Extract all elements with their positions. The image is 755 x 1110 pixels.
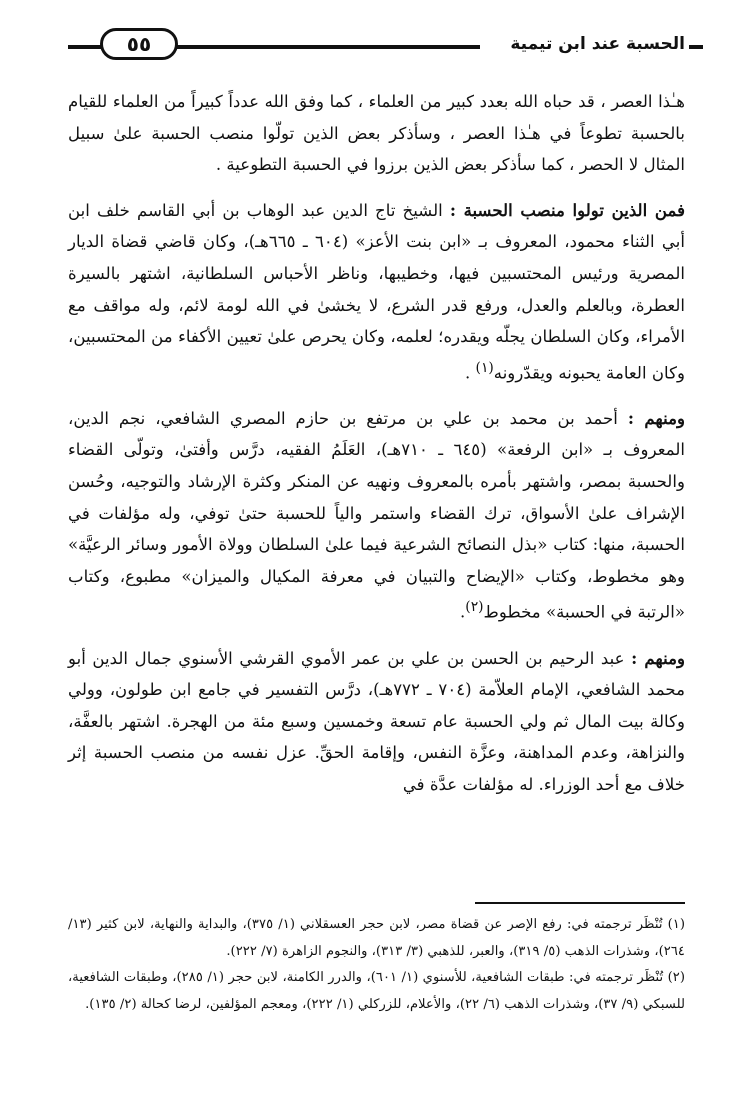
entry-paragraph: ومنهم : أحمد بن محمد بن علي بن مرتفع بن حازم المصري الشافعي، نجم الدين، المعروف بـ «ابن الرفعة» (٦٤٥ ـ ٧١٠هـ)، العَلَمُ الفقيه، درَّس وأفتىٰ، وتولّى القضاء والحسبة بمصر، واشتهر بأمره بالمعروف ونهيه عن المنكر وكثرة الإرشاد والتوجيه، وحُسن الإشراف علىٰ الأسواق، ترك القضاء واستمر والياً للحسبة حتىٰ توفي، وله مؤلفات في الحسبة، منها: كتاب «بذل النصائح الشرعية فيما علىٰ السلطان وولاة الأمور وسائر الرعيَّة» وهو مخطوط، وكتاب «الإيضاح والتبيان في معرفة المكيال والميزان» مطبوع، وكتاب «الرتبة في الحسبة» مخطوط$^{(٢)}$. (68, 407, 685, 622)
entry-paragraph: فمن الذين تولوا منصب الحسبة : الشيخ تاج الدين عبد الوهاب بن أبي القاسم خلف ابن أبي الثناء محمود، المعروف بـ «ابن بنت الأعز» (٦٠٤ ـ ٦٦٥هـ)، وكان قاضي قضاة الديار المصرية ورئيس المحتسبين فيها، وخطيبها، وناظر الأحباس السلطانية، اشتهر بالسيرة العطرة، وبالعلم والعدل، ورفع قدر الشرع، لا يخشىٰ في الله لومة لائم، وله مواقف مع الأمراء، وكان السلطان يجلّه ويقدره؛ لعلمه، وكان يحرص علىٰ تعيين الأكفاء من المحتسبين، وكان العامة يحبونه ويقدّرونه$^{(١)}$ . (68, 199, 685, 383)
entry-heading: فمن الذين تولوا منصب الحسبة : (449, 199, 685, 220)
header-rule-right (689, 45, 703, 49)
entry-heading: ومنهم : (627, 407, 685, 428)
page-number-text: ٥٥ (126, 32, 152, 56)
page-header (68, 26, 685, 66)
header-rule-left (68, 45, 102, 49)
header-rule (176, 45, 480, 49)
footnote: (٢) تُنْظَر ترجمته في: طبقات الشافعية، للأسنوي (١/ ٦٠١)، والدرر الكامنة، لابن حجر (١/ ٢٨٥)، وطبقات الشافعية، للسبكي (٩/ ٣٧)، وشذرات الذهب (٦/ ٢٢)، والأعلام، للزركلي (١/ ٢٢٢)، ومعجم المؤلفين، لرضا كحالة (٢/ ١٣٥). (68, 970, 686, 1012)
footnote-ref: (١) (475, 359, 494, 376)
footnote-ref: (٢) (465, 599, 484, 616)
footnote-separator (475, 902, 685, 904)
entry-text: الشيخ تاج الدين عبد الوهاب بن أبي القاسم خلف ابن أبي الثناء محمود، المعروف بـ «ابن بنت الأعز» (٦٠٤ ـ ٦٦٥هـ)، وكان قاضي قضاة الديار المصرية ورئيس المحتسبين فيها، وخطيبها، وناظر الأحباس السلطانية، اشتهر بالسيرة العطرة، وبالعلم والعدل، ورفع قدر الشرع، لا يخشىٰ في الله لومة لائم، وله مواقف مع الأمراء، وكان السلطان يجلّه ويقدره؛ لعلمه، وكان يحرص علىٰ تعيين الأكفاء من المحتسبين، وكان العامة يحبونه ويقدّرونه (68, 200, 685, 383)
intro-paragraph: هـٰذا العصر ، قد حباه الله بعدد كبير من العلماء ، كما وفق الله عدداً كبيراً من العلماء للقيام بالحسبة تطوعاً في هـٰذا العصر ، وسأذكر بعض الذين تولّوا منصب الحسبة علىٰ سبيل المثال لا الحصر ، كما سأذكر بعض الذين برزوا في الحسبة التطوعية . (68, 92, 685, 175)
footnotes (68, 912, 685, 1018)
entry-text: أحمد بن محمد بن علي بن مرتفع بن حازم المصري الشافعي، نجم الدين، المعروف بـ «ابن الرفعة» (٦٤٥ ـ ٧١٠هـ)، العَلَمُ الفقيه، درَّس وأفتىٰ، وتولّى القضاء والحسبة بمصر، واشتهر بأمره بالمعروف ونهيه عن المنكر وكثرة الإرشاد والتوجيه، وحُسن الإشراف علىٰ الأسواق، ترك القضاء واستمر والياً للحسبة حتىٰ توفي، وله مؤلفات في الحسبة، منها: كتاب «بذل النصائح الشرعية فيما علىٰ السلطان وولاة الأمور وسائر الرعيَّة» وهو مخطوط، وكتاب «الإيضاح والتبيان في معرفة المكيال والميزان» مطبوع، وكتاب «الرتبة في الحسبة» مخطوط (68, 408, 685, 622)
entry-paragraph (68, 643, 685, 801)
entry-text: عبد الرحيم بن الحسن بن علي بن عمر الأموي القرشي الأسنوي جمال الدين أبو محمد الشافعي، الإمام العلاّمة (٧٠٤ ـ ٧٧٢هـ)، درَّس التفسير في جامع ابن طولون، وولي وكالة بيت المال ثم ولي الحسبة عام تسعة وخمسين وسبع مئة من الهجرة. اشتهر بالعفَّة، والنزاهة، وعدم المداهنة، وعزَّة النفس، وإقامة الحقِّ. عزل نفسه من منصب الحسبة إثر خلاف مع أحد الوزراء. له مؤلفات عدَّة في (68, 648, 685, 794)
running-title: الحسبة عند ابن تيمية (510, 34, 685, 54)
page-number (100, 28, 178, 60)
footnote: (١) تُنْظَر ترجمته في: رفع الإصر عن قضاة مصر، لابن حجر العسقلاني (١/ ٣٧٥)، والبداية والنهاية، لابن كثير (١٣/ ٢٦٤)، وشذرات الذهب (٥/ ٣١٩)، والعبر، للذهبي (٣/ ٣١٣)، والنجوم الزاهرة (٧/ ٢٢٢). (68, 917, 685, 959)
main-text (68, 86, 685, 801)
entry-heading: ومنهم : (631, 647, 685, 668)
